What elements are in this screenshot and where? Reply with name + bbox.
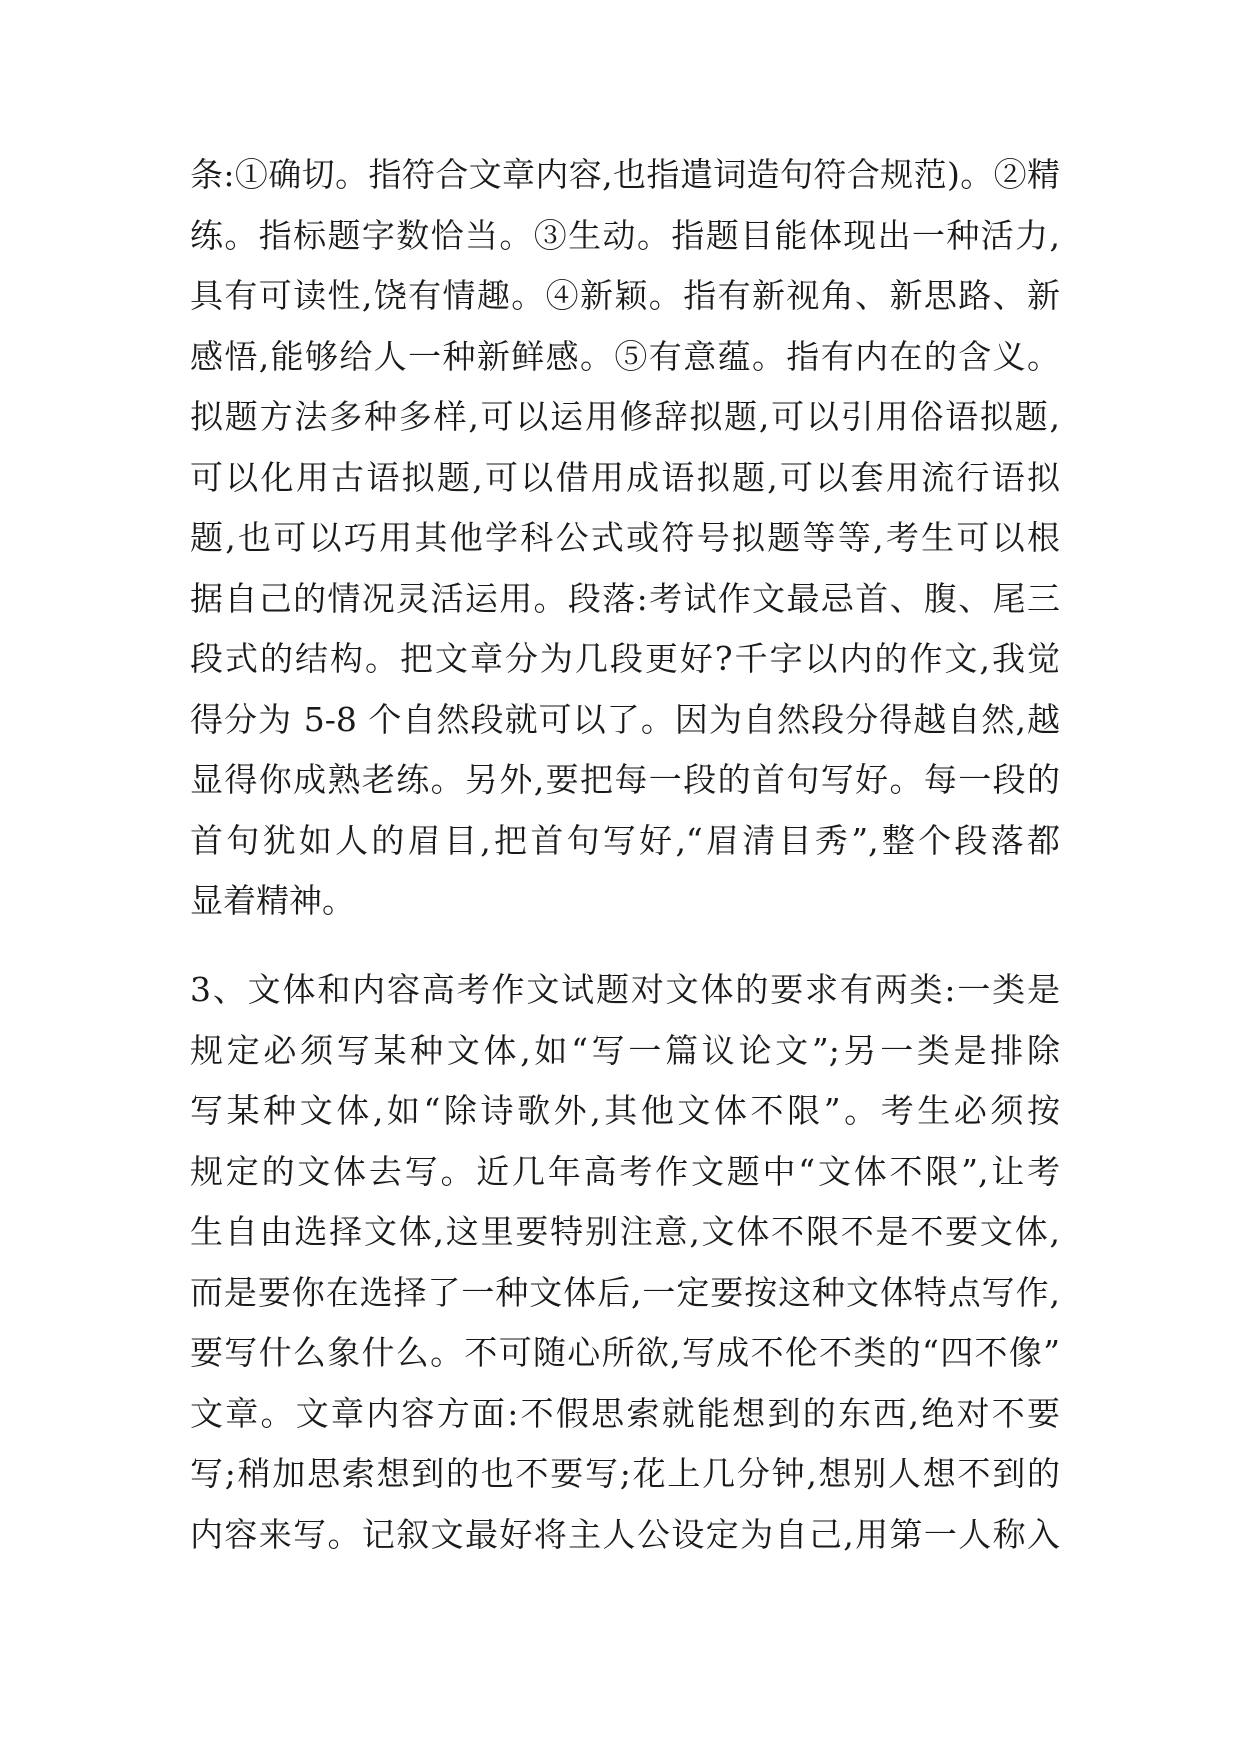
- text-line: 要写什么象什么。不可随心所欲,写成不伦不类的“四不像”: [190, 1333, 1060, 1372]
- paragraph-genre-and-content: [190, 960, 1060, 1565]
- text-line: 3、文体和内容高考作文试题对文体的要求有两类:一类是: [190, 970, 1060, 1009]
- text-line: 而是要你在选择了一种文体后,一定要按这种文体特点写作,: [190, 1272, 1060, 1312]
- text-line: 规定必须写某种文体,如“写一篇议论文”;另一类是排除: [190, 1030, 1060, 1070]
- text-line: 内容来写。记叙文最好将主人公设定为自己,用第一人称入: [190, 1514, 1060, 1554]
- text-line: 可以化用古语拟题,可以借用成语拟题,可以套用流行语拟: [190, 457, 1060, 497]
- text-line: 感悟,能够给人一种新鲜感。⑤有意蕴。指有内在的含义。: [190, 336, 1060, 376]
- text-line: 题,也可以巧用其他学科公式或符号拟题等等,考生可以根: [190, 518, 1060, 557]
- text-line: 生自由选择文体,这里要特别注意,文体不限不是不要文体,: [190, 1212, 1060, 1251]
- text-line: 规定的文体去写。近几年高考作文题中“文体不限”,让考: [190, 1151, 1060, 1191]
- text-line: 写;稍加思索想到的也不要写;花上几分钟,想别人想不到的: [190, 1454, 1060, 1493]
- paragraph-title-and-structure: [190, 145, 1060, 932]
- text-line: 具有可读性,饶有情趣。④新颖。指有新视角、新思路、新: [190, 276, 1060, 315]
- text-line: 文章。文章内容方面:不假思索就能想到的东西,绝对不要: [190, 1393, 1060, 1433]
- text-line: 显着精神。: [190, 881, 355, 920]
- text-line: 得分为 5-8 个自然段就可以了。因为自然段分得越自然,越: [190, 699, 1060, 739]
- text-line: 显得你成熟老练。另外,要把每一段的首句写好。每一段的: [190, 760, 1060, 799]
- text-line: 条:①确切。指符合文章内容,也指遣词造句符合规范)。②精: [190, 155, 1060, 194]
- text-line: 拟题方法多种多样,可以运用修辞拟题,可以引用俗语拟题,: [190, 397, 1060, 436]
- text-line: 段式的结构。把文章分为几段更好?千字以内的作文,我觉: [190, 639, 1060, 678]
- text-line: 首句犹如人的眉目,把首句写好,“眉清目秀”,整个段落都: [190, 820, 1060, 860]
- text-line: 写某种文体,如“除诗歌外,其他文体不限”。考生必须按: [190, 1091, 1060, 1130]
- text-line: 练。指标题字数恰当。③生动。指题目能体现出一种活力,: [190, 215, 1060, 255]
- text-line: 据自己的情况灵活运用。段落:考试作文最忌首、腹、尾三: [190, 578, 1060, 618]
